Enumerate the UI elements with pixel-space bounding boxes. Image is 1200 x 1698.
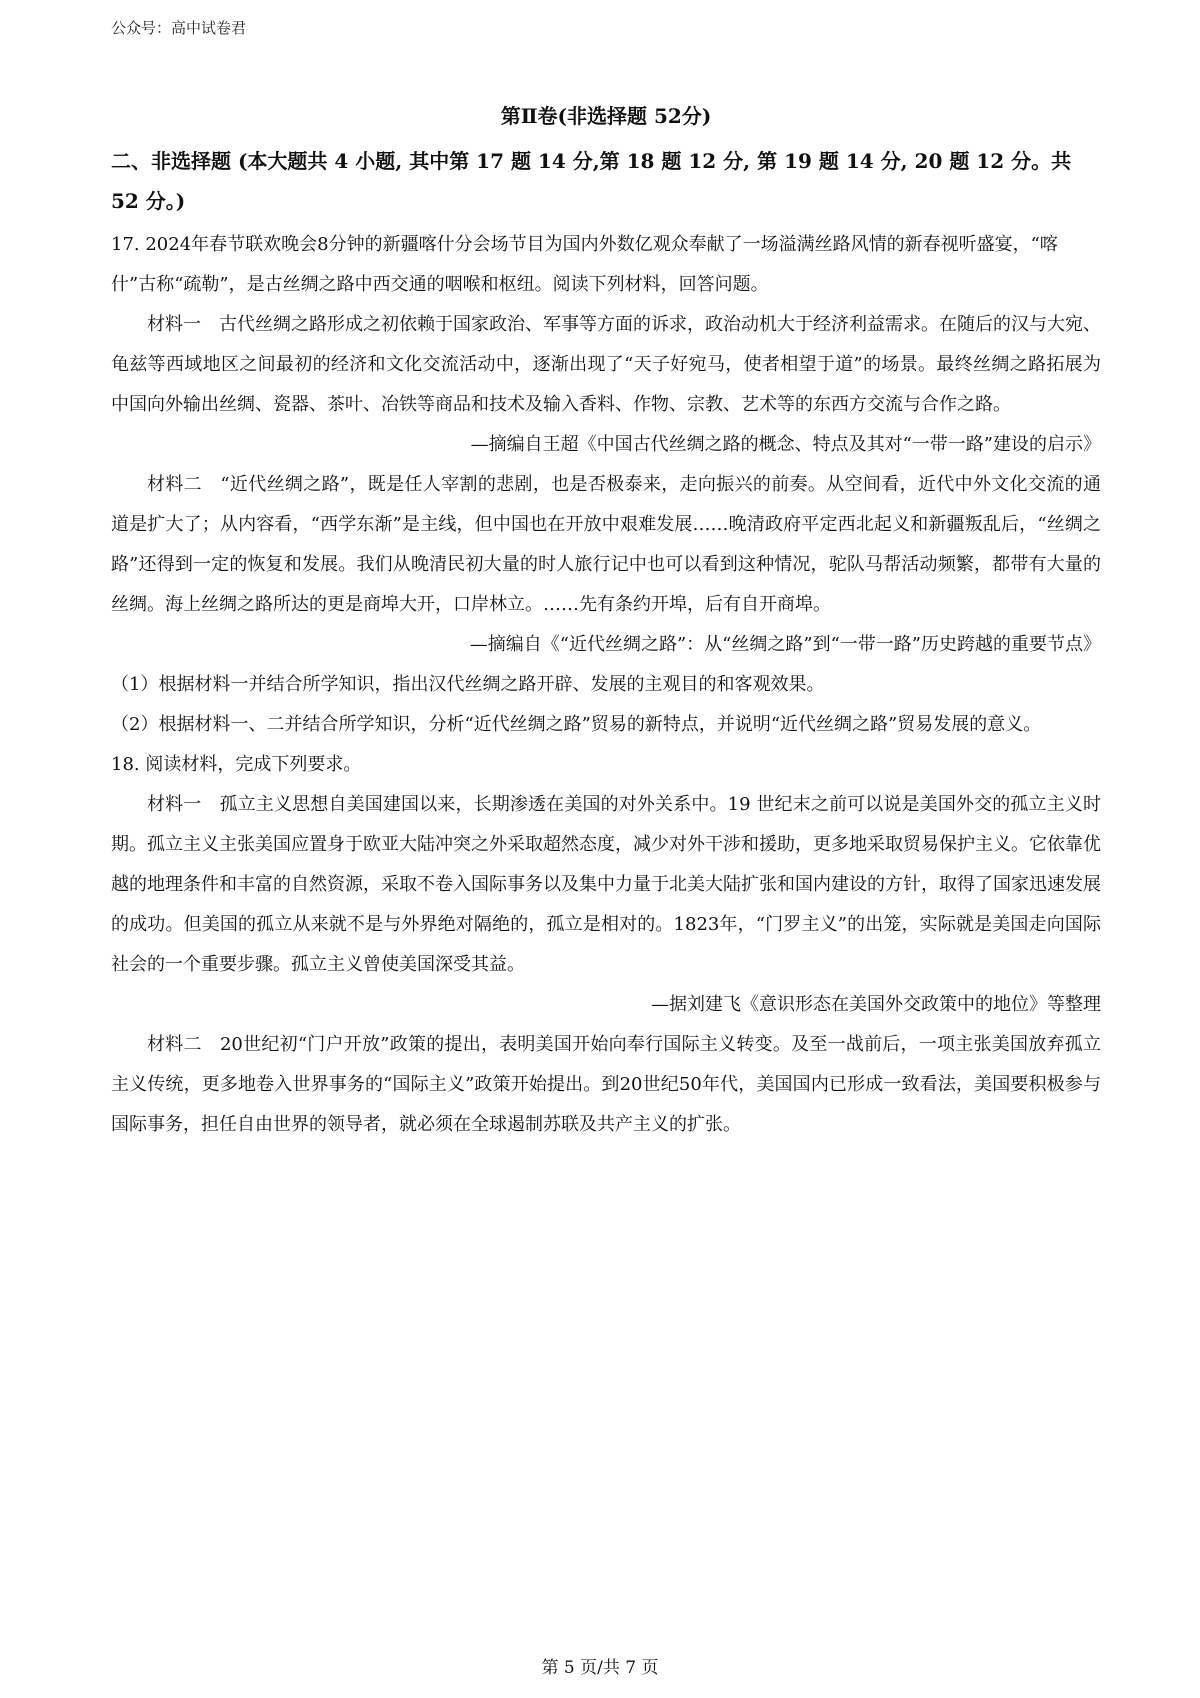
q18-source-1: —据刘建飞《意识形态在美国外交政策中的地位》等整理 [651,994,1101,1015]
page-content [111,100,1101,1145]
page-number: 第 5 页/共 7 页 [541,1658,659,1678]
q17-sub-question-1: （1）根据材料一并结合所学知识，指出汉代丝绸之路开辟、发展的主观目的和客观效果。 [111,674,825,695]
q17-source-2: —摘编自《“近代丝绸之路”：从“丝绸之路”到“一带一路”历史跨越的重要节点》 [469,634,1101,655]
q18-material-1: 材料一 孤立主义思想自美国建国以来，长期渗透在美国的对外关系中。19 世纪末之前可以说是美国外交的孤立主义时期。孤立主义主张美国应置身于欧亚大陆冲突之外采取超然态度，减少对外干涉和援助，更多地采取贸易保护主义。它依靠优越的地理条件和丰富的自然资源，采取不卷入国际事务以及集中力量于北美大陆扩张和国内建设的方针，取得了国家迅速发展的成功。但美国的孤立从来就不是与外界绝对隔绝的，孤立是相对的。1823年，“门罗主义”的出笼，实际就是美国走向国际社会的一个重要步骤。孤立主义曾使美国深受其益。 [111,794,1101,975]
watermark: 公众号：高中试卷君 [111,19,247,37]
q17-material-1: 材料一 古代丝绸之路形成之初依赖于国家政治、军事等方面的诉求，政治动机大于经济利益需求。在随后的汉与大宛、龟兹等西域地区之间最初的经济和文化交流活动中，逐渐出现了“天子好宛马，使者相望于道”的场景。最终丝绸之路拓展为中国向外输出丝绸、瓷器、茶叶、冶铁等商品和技术及输入香料、作物、宗教、艺术等的东西方交流与合作之路。 [111,314,1101,415]
section-title: 第Ⅱ卷(非选择题 52分) [500,104,712,128]
question-17-stem: 17. 2024年春节联欢晚会8分钟的新疆喀什分会场节目为国内外数亿观众奉献了一场溢满丝路风情的新春视听盛宴，“喀什”古称“疏勒”，是古丝绸之路中西交通的咽喉和枢纽。阅读下列材料，回答问题。 [111,234,1058,295]
q17-material-2: 材料二 “近代丝绸之路”，既是任人宰割的悲剧，也是否极泰来，走向振兴的前奏。从空间看，近代中外文化交流的通道是扩大了；从内容看，“西学东渐”是主线，但中国也在开放中艰难发展……晚清政府平定西北起义和新疆叛乱后，“丝绸之路”还得到一定的恢复和发展。我们从晚清民初大量的时人旅行记中也可以看到这种情况，驼队马帮活动频繁，都带有大量的丝绸。海上丝绸之路所达的更是商埠大开，口岸林立。……先有条约开埠，后有自开商埠。 [111,474,1101,615]
q17-source-1: —摘编自王超《中国古代丝绸之路的概念、特点及其对“一带一路”建设的启示》 [470,434,1101,455]
section-heading: 二、非选择题 (本大题共 4 小题, 其中第 17 题 14 分,第 18 题 12 分, 第 19 题 14 分, 20 题 12 分。共 52 分。) [111,149,1072,213]
q18-material-2: 材料二 20世纪初“门户开放”政策的提出，表明美国开始向奉行国际主义转变。及至一战前后，一项主张美国放弃孤立主义传统，更多地卷入世界事务的“国际主义”政策开始提出。到20世纪50年代，美国国内已形成一致看法，美国要积极参与国际事务，担任自由世界的领导者，就必须在全球遏制苏联及共产主义的扩张。 [111,1034,1101,1135]
question-18-stem: 18. 阅读材料，完成下列要求。 [111,754,362,775]
q17-sub-question-2: （2）根据材料一、二并结合所学知识，分析“近代丝绸之路”贸易的新特点，并说明“近代丝绸之路”贸易发展的意义。 [111,714,1042,735]
